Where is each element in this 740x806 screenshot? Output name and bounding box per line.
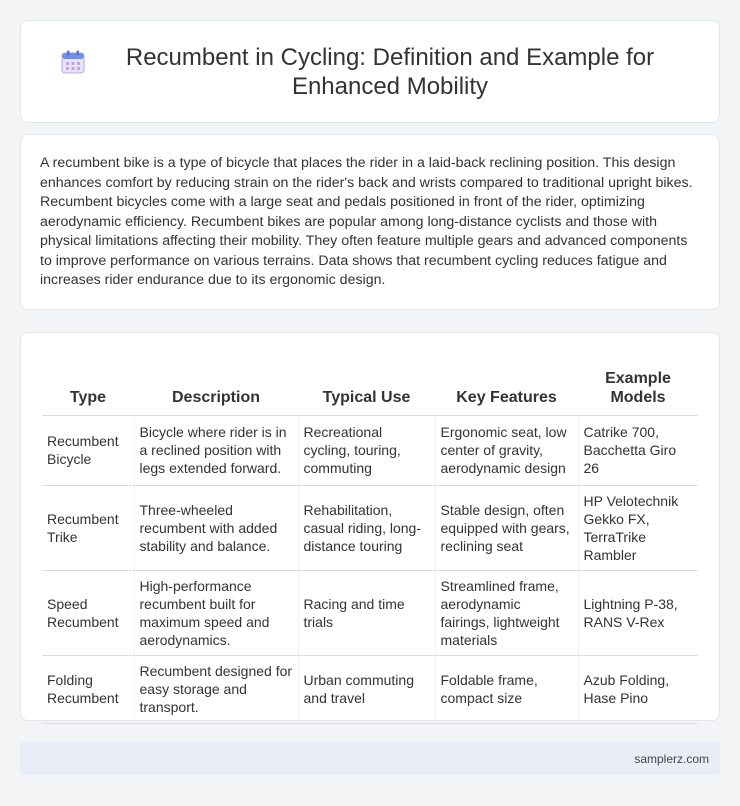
title-wrap: [60, 43, 680, 101]
table-cell: High-performance recumbent built for maximum speed and aerodynamics.: [134, 570, 298, 655]
column-header-typical-use: Typical Use: [298, 353, 435, 415]
footer-bar: [20, 742, 720, 775]
table-cell: Folding Recumbent: [42, 655, 134, 723]
footer-site-link[interactable]: samplerz.com: [634, 751, 709, 766]
table-cell: Rehabilitation, casual riding, long-distance touring: [298, 485, 435, 570]
calendar-icon: [60, 49, 86, 75]
column-header-type: Type: [42, 353, 134, 415]
table-header-row: [42, 353, 698, 415]
column-header-example-models: Example Models: [578, 353, 698, 415]
table-cell: Azub Folding, Hase Pino: [578, 655, 698, 723]
table-cell: Streamlined frame, aerodynamic fairings, lightweight materials: [435, 570, 578, 655]
table-cell: Speed Recumbent: [42, 570, 134, 655]
intro-card: [20, 134, 720, 310]
table-cell: Catrike 700, Bacchetta Giro 26: [578, 415, 698, 485]
table-row: [42, 415, 698, 485]
table-cell: Recumbent Trike: [42, 485, 134, 570]
table-cell: Recumbent Bicycle: [42, 415, 134, 485]
table-cell: Racing and time trials: [298, 570, 435, 655]
table-row: [42, 570, 698, 655]
recumbent-types-table: [42, 353, 698, 724]
table-cell: Urban commuting and travel: [298, 655, 435, 723]
table-row: [42, 485, 698, 570]
table-cell: Three-wheeled recumbent with added stability and balance.: [134, 485, 298, 570]
table-cell: Recumbent designed for easy storage and transport.: [134, 655, 298, 723]
table-cell: HP Velotechnik Gekko FX, TerraTrike Rambler: [578, 485, 698, 570]
title-card: [20, 20, 720, 123]
table-cell: Bicycle where rider is in a reclined position with legs extended forward.: [134, 415, 298, 485]
intro-paragraph: A recumbent bike is a type of bicycle that places the rider in a laid-back reclining position. This design enhances comfort by reducing strain on the rider's back and wrists compared to traditional upright bikes. Recumbent bicycles come with a large seat and pedals positioned in front of the rider, optimizing aerodynamic efficiency. Recumbent bikes are popular among long-distance cyclists and those with physical limitations affecting their mobility. They often feature multiple gears and advanced components to improve performance on various terrains. Data shows that recumbent cycling reduces fatigue and increases rider endurance due to its ergonomic design.: [40, 155, 693, 288]
table-row: [42, 655, 698, 723]
table-cell: Recreational cycling, touring, commuting: [298, 415, 435, 485]
table-card: [20, 332, 720, 721]
column-header-description: Description: [134, 353, 298, 415]
table-cell: Stable design, often equipped with gears, reclining seat: [435, 485, 578, 570]
page-title: Recumbent in Cycling: Definition and Example for Enhanced Mobility: [125, 43, 655, 100]
table-cell: Lightning P-38, RANS V-Rex: [578, 570, 698, 655]
table-cell: Foldable frame, compact size: [435, 655, 578, 723]
column-header-key-features: Key Features: [435, 353, 578, 415]
table-cell: Ergonomic seat, low center of gravity, aerodynamic design: [435, 415, 578, 485]
